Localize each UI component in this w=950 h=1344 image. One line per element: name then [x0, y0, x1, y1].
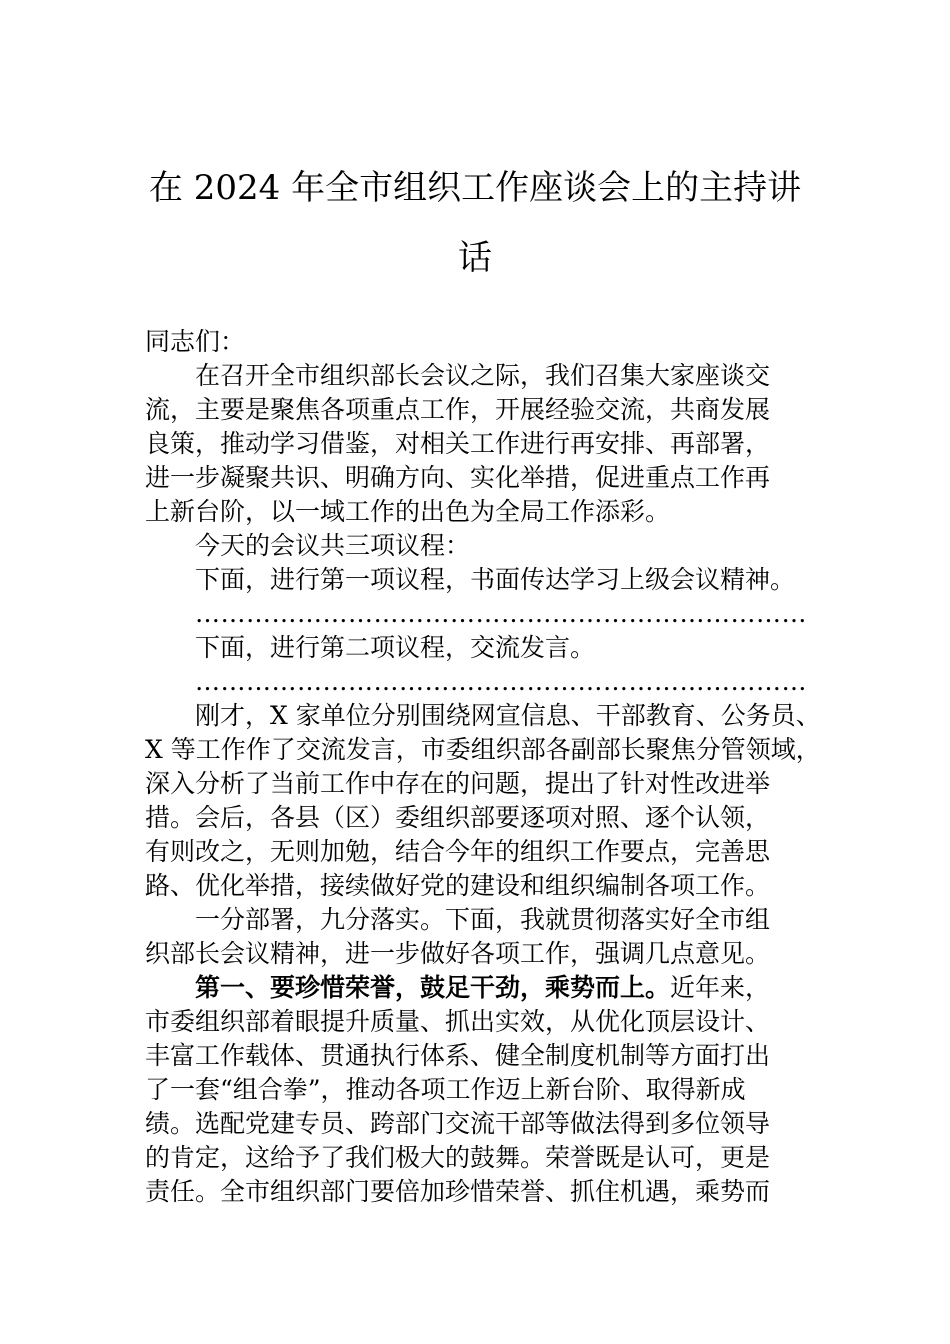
- paragraph-line: 流，主要是聚焦各项重点工作，开展经验交流，共商发展: [145, 395, 771, 424]
- agenda-item-2: 下面，进行第二项议程，交流发言。: [195, 633, 596, 662]
- paragraph-line: 绩。选配党建专员、跨部门交流干部等做法得到多位领导: [145, 1109, 771, 1138]
- document-body: [145, 325, 821, 1209]
- paragraph-line: 刚才，X 家单位分别围绕网宣信息、干部教育、公务员、: [195, 701, 821, 730]
- paragraph-line: 路、优化举措，接续做好党的建设和组织编制各项工作。: [145, 871, 771, 900]
- paragraph-line: 丰富工作载体、贯通执行体系、健全制度机制等方面打出: [145, 1041, 771, 1070]
- ellipsis-line: ………………………………………………………………: [195, 599, 807, 628]
- paragraph-line: X 等工作作了交流发言，市委组织部各副部长聚焦分管领域，: [145, 735, 821, 764]
- paragraph-line: 的肯定，这给予了我们极大的鼓舞。荣誉既是认可，更是: [145, 1143, 771, 1172]
- paragraph-text: 近年来，: [670, 973, 771, 1002]
- paragraph-line: 一分部署，九分落实。下面，我就贯彻落实好全市组: [195, 905, 771, 934]
- section-heading: 第一、要珍惜荣誉，鼓足干劲，乘势而上。: [195, 973, 671, 1002]
- salutation: 同志们：: [145, 327, 246, 356]
- paragraph-line: 有则改之，无则加勉，结合今年的组织工作要点，完善思: [145, 837, 771, 866]
- agenda-item-1: 下面，进行第一项议程，书面传达学习上级会议精神。: [195, 565, 796, 594]
- paragraph-line: 在召开全市组织部长会议之际，我们召集大家座谈交: [195, 361, 771, 390]
- paragraph-line: 织部长会议精神，进一步做好各项工作，强调几点意见。: [145, 939, 771, 968]
- paragraph-line: 措。会后，各县（区）委组织部要逐项对照、逐个认领，: [145, 803, 771, 832]
- document-title-line-1: 在 2024 年全市组织工作座谈会上的主持讲: [148, 168, 802, 208]
- agenda-intro: 今天的会议共三项议程：: [195, 531, 471, 560]
- section-heading-line: [145, 971, 815, 1005]
- paragraph-line: 了一套“组合拳”，推动各项工作迈上新台阶、取得新成: [145, 1075, 746, 1104]
- paragraph-line: 上新台阶，以一域工作的出色为全局工作添彩。: [145, 497, 671, 526]
- paragraph-line: 责任。全市组织部门要倍加珍惜荣誉、抓住机遇，乘势而: [145, 1177, 771, 1206]
- paragraph-line: 市委组织部着眼提升质量、抓出实效，从优化顶层设计、: [145, 1007, 771, 1036]
- ellipsis-line: ………………………………………………………………: [195, 667, 807, 696]
- document-title-line-2: 话: [458, 238, 492, 278]
- paragraph-line: 进一步凝聚共识、明确方向、实化举措，促进重点工作再: [145, 463, 771, 492]
- paragraph-line: 深入分析了当前工作中存在的问题，提出了针对性改进举: [145, 769, 771, 798]
- paragraph-line: 良策，推动学习借鉴，对相关工作进行再安排、再部署，: [145, 429, 771, 458]
